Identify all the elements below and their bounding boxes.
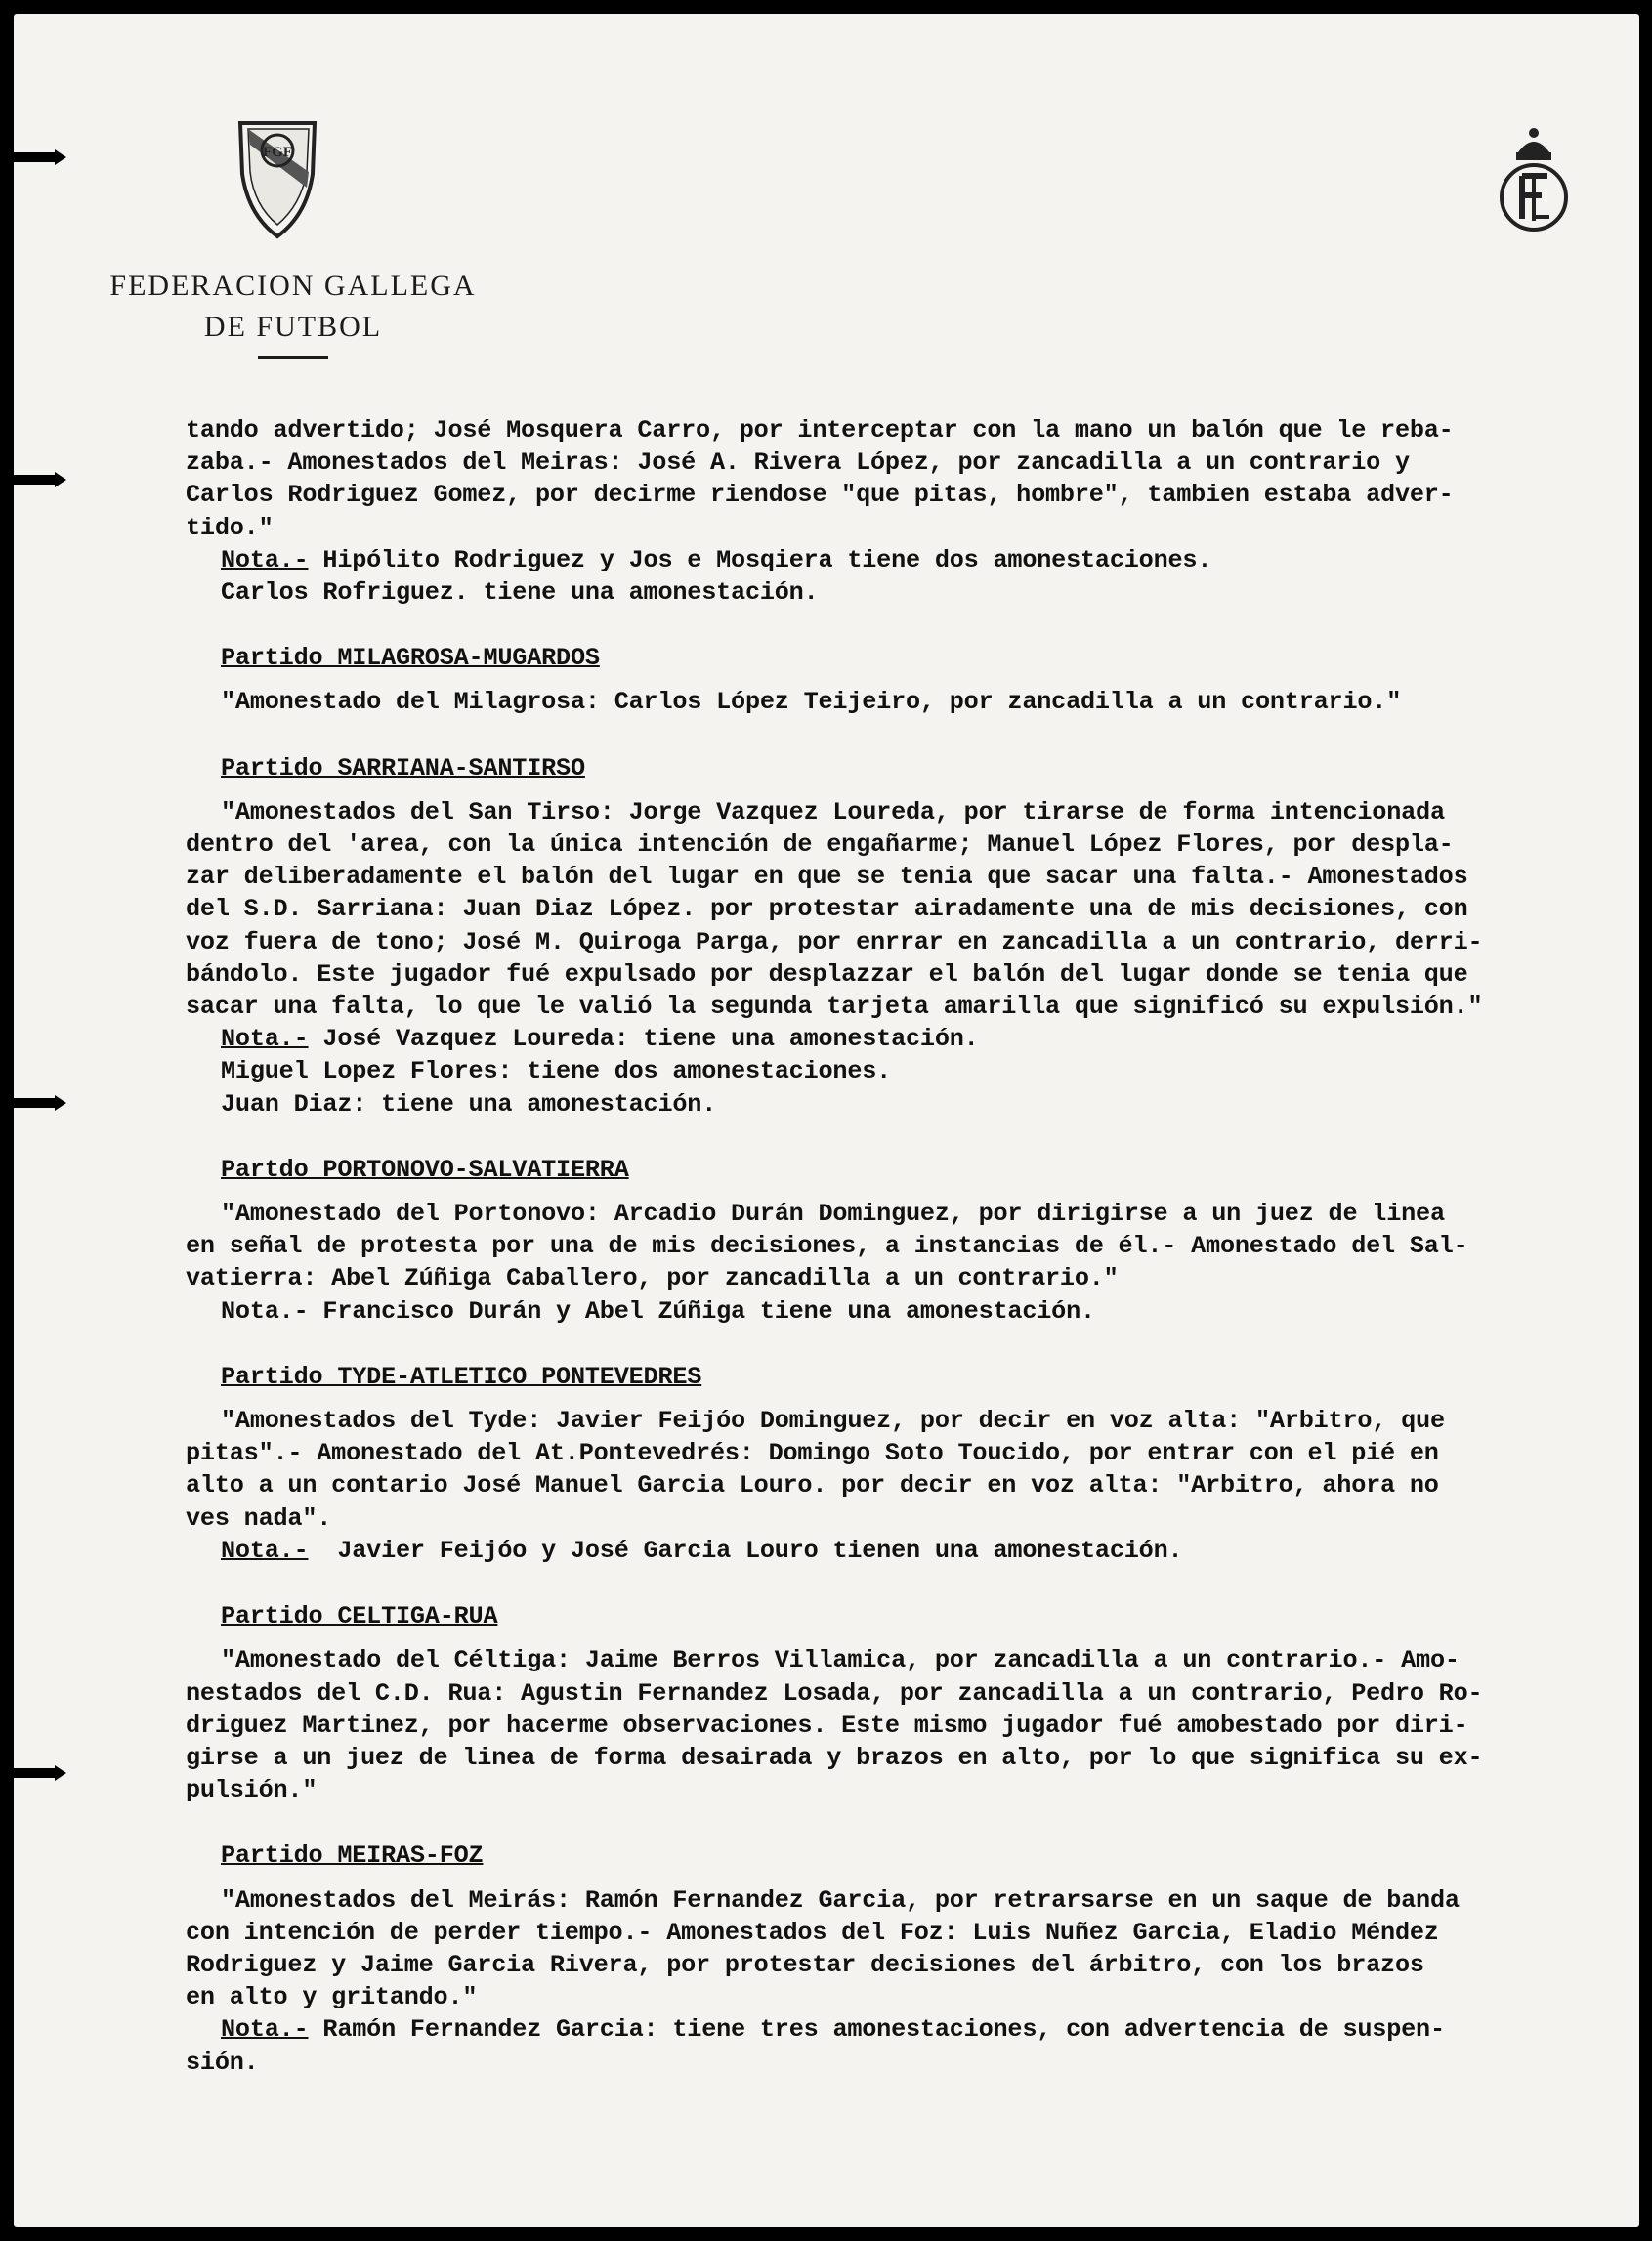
nota-label: Nota.- [221, 1025, 309, 1054]
body-line: voz fuera de tono; José M. Quiroga Parga, por enrrar en zancadilla a un contrario, derri- [186, 927, 1483, 956]
nota-text: Hipólito Rodriguez y Jos e Mosqiera tiene dos amonestaciones. [308, 545, 1212, 574]
nota-line: Nota.- Francisco Durán y Abel Zúñiga tiene una amonestación. [221, 1296, 1095, 1326]
binder-tab [14, 152, 57, 162]
federation-name-line1: FEDERACION GALLEGA [109, 270, 477, 302]
body-line: tando advertido; José Mosquera Carro, por interceptar con la mano un balón que le reba- [186, 416, 1454, 444]
nota-line [186, 544, 1612, 576]
nota-text: José Vazquez Loureda: tiene una amonestación. [308, 1025, 979, 1054]
body-line: pulsión." [186, 1776, 318, 1805]
match-heading [186, 1839, 1612, 1872]
nota-label: Nota.- [221, 1536, 309, 1565]
binder-tab [14, 475, 57, 485]
body-line: zaba.- Amonestados del Meiras: José A. Rivera López, por zancadilla a un contrario y [186, 448, 1410, 478]
body-line: bándolo. Este jugador fué expulsado por desplazzar el balón del lugar donde se tenia que [186, 959, 1468, 989]
body-line: "Amonestado del Portonovo: Arcadio Durán Dominguez, por dirigirse a un juez de linea [221, 1200, 1445, 1229]
body-line: pitas".- Amonestado del At.Pontevedrés: Domingo Soto Toucido, por entrar con el pié en [186, 1439, 1439, 1468]
body-line: "Amonestados del Tyde: Javier Feijóo Dominguez, por decir en voz alta: "Arbitro, que [221, 1407, 1445, 1436]
body-line: zar deliberadamente el balón del lugar en que se tenia que sacar una falta.- Amonestados [186, 863, 1468, 892]
binder-tab [14, 1098, 57, 1108]
match-heading [186, 752, 1612, 784]
match-heading [186, 1361, 1612, 1393]
federation-name [88, 266, 498, 359]
shield-monogram: FGF [263, 145, 292, 160]
document-body [186, 414, 1612, 2079]
body-line: vatierra: Abel Zúñiga Caballero, por zancadilla a un contrario." [186, 1264, 1119, 1293]
body-line: driguez Martinez, por hacerme observaciones. Este mismo jugador fué amobestado por diri- [186, 1711, 1468, 1740]
crown-emblem-logo [1493, 119, 1575, 246]
match-title: Partido SARRIANA-SANTIRSO [221, 753, 585, 782]
nota-line: Miguel Lopez Flores: tiene dos amonestaciones. [221, 1057, 892, 1086]
body-line: en señal de protesta por una de mis decisiones, a instancias de él.- Amonestado del Sal- [186, 1232, 1468, 1261]
nota-text: Javier Feijóo y José Garcia Louro tienen una amonestación. [308, 1536, 1183, 1565]
body-line: del S.D. Sarriana: Juan Diaz López. por protestar airadamente una de mis decisiones, con [186, 895, 1468, 924]
match-title: Partdo PORTONOVO-SALVATIERRA [221, 1155, 629, 1184]
body-line: Carlos Rodriguez Gomez, por decirme riendose "que pitas, hombre", tambien estaba adver- [186, 481, 1454, 510]
match-title: Partido CELTIGA-RUA [221, 1602, 498, 1631]
match-heading [186, 1154, 1612, 1186]
match-heading [186, 642, 1612, 674]
body-line: girse a un juez de linea de forma desairada y brazos en alto, por lo que significa su ex- [186, 1743, 1483, 1772]
body-line: Rodriguez y Jaime Garcia Rivera, por protestar decisiones del árbitro, con los brazos [186, 1950, 1424, 1979]
match-title: Partido MEIRAS-FOZ [221, 1841, 484, 1871]
header-rule [258, 356, 328, 359]
nota-line: sión. [186, 2048, 259, 2077]
body-line: nestados del C.D. Rua: Agustin Fernandez Losada, por zancadilla a un contrario, Pedro Ro- [186, 1678, 1483, 1708]
nota-label: Nota.- [221, 545, 309, 574]
body-line: "Amonestado del Milagrosa: Carlos López Teijeiro, por zancadilla a un contrario." [221, 688, 1402, 717]
body-line: "Amonestado del Céltiga: Jaime Berros Villamica, por zancadilla a un contrario.- Amo- [221, 1646, 1460, 1675]
document-page [14, 14, 1639, 2227]
match-heading [186, 1600, 1612, 1632]
body-line: alto a un contario José Manuel Garcia Louro. por decir en voz alta: "Arbitro, ahora no [186, 1471, 1439, 1501]
nota-line [186, 2013, 1612, 2046]
nota-line [186, 1023, 1612, 1055]
federation-name-line2: DE FUTBOL [203, 311, 383, 343]
body-line: con intención de perder tiempo.- Amonestados del Foz: Luis Nuñez Garcia, Eladio Méndez [186, 1918, 1439, 1947]
binder-tab [14, 1768, 57, 1778]
federation-shield-logo [234, 115, 320, 242]
match-title: Partido MILAGROSA-MUGARDOS [221, 644, 600, 673]
body-line: ves nada". [186, 1503, 332, 1533]
nota-text: Ramón Fernandez Garcia: tiene tres amonestaciones, con advertencia de suspen- [308, 2015, 1445, 2045]
body-line: en alto y gritando." [186, 1983, 478, 2012]
body-line: dentro del 'area, con la única intención de engañarme; Manuel López Flores, por despla- [186, 830, 1454, 860]
match-title: Partido TYDE-ATLETICO PONTEVEDRES [221, 1362, 702, 1391]
body-line: sacar una falta, lo que le valió la segunda tarjeta amarilla que significó su expulsión." [186, 993, 1483, 1022]
body-line: "Amonestados del Meirás: Ramón Fernandez Garcia, por retrarsarse en un saque de banda [221, 1885, 1460, 1915]
nota-label: Nota.- [221, 2015, 309, 2045]
body-line: tido." [186, 513, 274, 542]
nota-line: Carlos Rofriguez. tiene una amonestación. [221, 578, 819, 608]
nota-line [186, 1535, 1612, 1567]
body-line: "Amonestados del San Tirso: Jorge Vazquez Loureda, por tirarse de forma intencionada [221, 797, 1445, 826]
nota-line: Juan Diaz: tiene una amonestación. [221, 1089, 717, 1119]
